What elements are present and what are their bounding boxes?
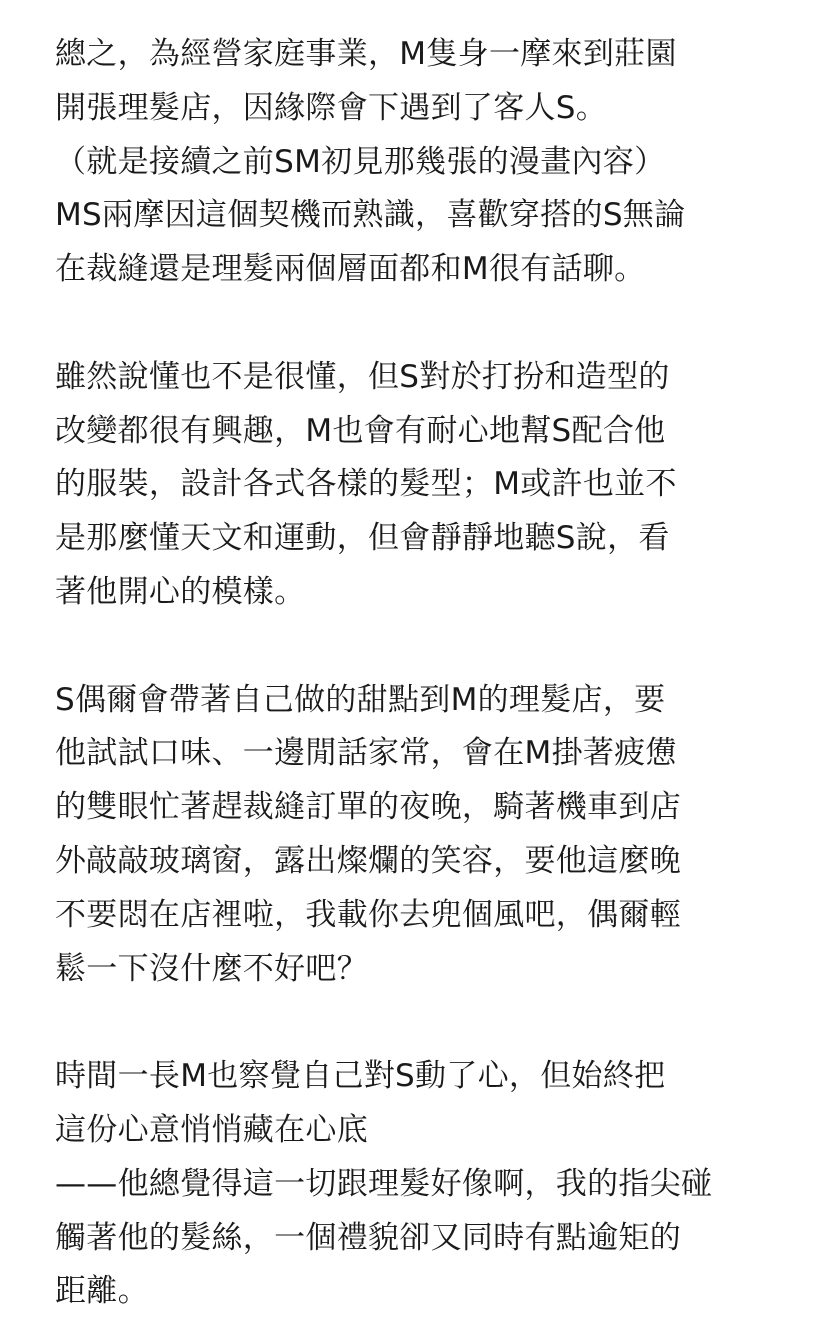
text-line: 改變都很有興趣，M也會有耐心地幫S配合他 — [55, 412, 666, 449]
text-line: 外敲敲玻璃窗，露出燦爛的笑容，要他這麼晚 — [55, 842, 681, 879]
text-line: 這份心意悄悄藏在心底 — [55, 1111, 368, 1148]
paragraph-3 — [55, 674, 795, 997]
text-line: 時間一長M也察覺自己對S動了心，但始終把 — [55, 1058, 666, 1095]
text-line: （就是接續之前SM初見那幾張的漫畫內容） — [55, 143, 666, 180]
text-line: S偶爾會帶著自己做的甜點到M的理髮店，要 — [55, 681, 666, 718]
paragraph-4 — [55, 1050, 795, 1319]
text-line: 的雙眼忙著趕裁縫訂單的夜晚，騎著機車到店 — [55, 789, 681, 826]
text-line: 觸著他的髮絲，一個禮貌卻又同時有點逾矩的 — [55, 1219, 681, 1256]
text-line: 總之，為經營家庭事業，M隻身一摩來到莊園 — [55, 36, 677, 72]
text-line: 鬆一下沒什麼不好吧？ — [55, 950, 368, 987]
text-line: 他試試口味、一邊閒話家常，會在M掛著疲憊 — [55, 735, 677, 772]
text-line: 在裁縫還是理髮兩個層面都和M很有話聊。 — [55, 251, 646, 288]
text-line: 雖然說懂也不是很懂，但S對於打扮和造型的 — [55, 358, 670, 395]
paragraph-2 — [55, 351, 795, 620]
text-line: 開張理髮店，因緣際會下遇到了客人S。 — [55, 89, 608, 126]
text-line: 是那麼懂天文和運動，但會靜靜地聽S說，看 — [55, 520, 670, 557]
text-line: MS兩摩因這個契機而熟識，喜歡穿搭的S無論 — [55, 197, 686, 234]
paragraph-1 — [55, 28, 795, 297]
text-line: 不要悶在店裡啦，我載你去兜個風吧，偶爾輕 — [55, 896, 681, 933]
text-line: 的服裝，設計各式各樣的髮型；M或許也並不 — [55, 466, 677, 503]
text-line: ——他總覺得這一切跟理髮好像啊，我的指尖碰 — [55, 1165, 713, 1202]
article-body — [55, 28, 795, 1319]
paragraph-spacer — [55, 297, 795, 351]
paragraph-spacer — [55, 620, 795, 674]
text-line: 著他開心的模樣。 — [55, 573, 306, 610]
paragraph-spacer — [55, 996, 795, 1050]
text-line: 距離。 — [55, 1273, 149, 1310]
